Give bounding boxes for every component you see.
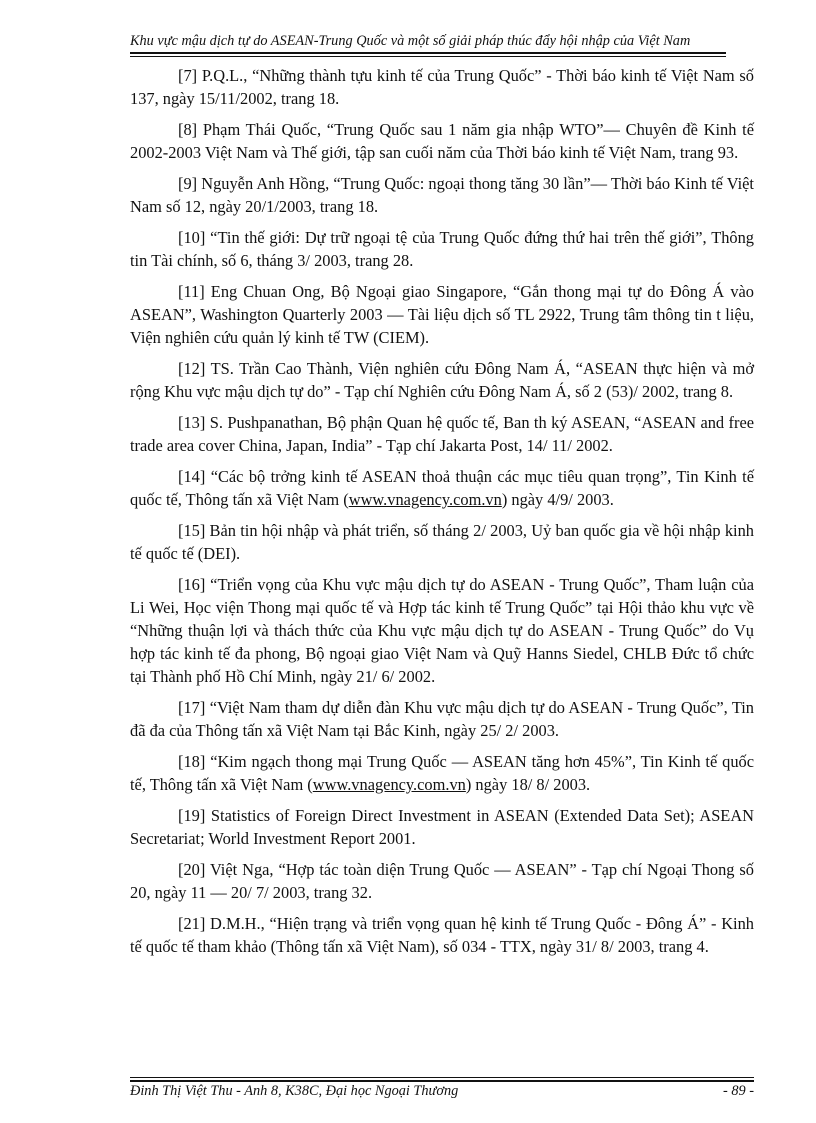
website-link[interactable]: www.vnagency.com.vn [312, 775, 466, 794]
reference-list [130, 64, 754, 966]
header-rule-thin [130, 56, 726, 57]
footer-author: Đinh Thị Việt Thu - Anh 8, K38C, Đại học Ngoại Thương [130, 1083, 459, 1099]
reference-item: [16] “Triển vọng của Khu vực mậu dịch tự do ASEAN - Trung Quốc”, Tham luận của Li Wei, Học viện Thong mại quốc tế và Hợp tác kinh tế Trung Quốc” tại Hội thảo khu vực về “Những thuận lợi và thách thức của Khu vực mậu dịch tự do ASEAN - Trung Quốc” do Vụ hợp tác kinh tế đa phong, Bộ ngoại giao Việt Nam và Quỹ Hanns Siedel, CHLB Đức tổ chức tại Thành phố Hồ Chí Minh, ngày 21/ 6/ 2002. [130, 575, 754, 686]
reference-item: [7] P.Q.L., “Những thành tựu kinh tế của Trung Quốc” - Thời báo kinh tế Việt Nam số 137, ngày 15/11/2002, trang 18. [130, 66, 754, 108]
reference-item: [17] “Việt Nam tham dự diễn đàn Khu vực mậu dịch tự do ASEAN - Trung Quốc”, Tin đã đa của Thông tấn xã Việt Nam tại Bắc Kinh, ngày 25/ 2/ 2003. [130, 698, 754, 740]
reference-text: ) ngày 4/9/ 2003. [501, 490, 614, 509]
page-header: Khu vực mậu dịch tự do ASEAN-Trung Quốc và một số giải pháp thúc đẩy hội nhập của Việt Nam [130, 33, 691, 49]
reference-item: [12] TS. Trần Cao Thành, Viện nghiên cứu Đông Nam Á, “ASEAN thực hiện và mở rộng Khu vực mậu dịch tự do” - Tạp chí Nghiên cứu Đông Nam Á, số 2 (53)/ 2002, trang 8. [130, 359, 754, 401]
reference-item: [10] “Tin thế giới: Dự trữ ngoại tệ của Trung Quốc đứng thứ hai trên thế giới”, Thông tin Tài chính, số 6, tháng 3/ 2003, trang 28. [130, 228, 754, 270]
footer-rule-thin [130, 1077, 754, 1078]
page-number: - 89 - [723, 1083, 754, 1099]
website-link[interactable]: www.vnagency.com.vn [348, 490, 502, 509]
reference-item: [13] S. Pushpanathan, Bộ phận Quan hệ quốc tế, Ban th ký ASEAN, “ASEAN and free trade area cover China, Japan, India” - Tạp chí Jakarta Post, 14/ 11/ 2002. [130, 413, 754, 455]
reference-text: [14] “Các bộ trởng kinh tế ASEAN thoả thuận các mục tiêu quan trọng”, Tin Kinh tế quốc tế, Thông tấn xã Việt Nam ( [130, 467, 754, 509]
reference-item: [19] Statistics of Foreign Direct Investment in ASEAN (Extended Data Set); ASEAN Secretariat; World Investment Report 2001. [130, 806, 754, 848]
reference-item: [21] D.M.H., “Hiện trạng và triển vọng quan hệ kinh tế Trung Quốc - Đông Á” - Kinh tế quốc tế tham khảo (Thông tấn xã Việt Nam), số 034 - TTX, ngày 31/ 8/ 2003, trang 4. [130, 914, 754, 956]
reference-item: [8] Phạm Thái Quốc, “Trung Quốc sau 1 năm gia nhập WTO”— Chuyên đề Kinh tế 2002-2003 Việt Nam và Thế giới, tập san cuối năm của Thời báo kinh tế Việt Nam, trang 93. [130, 120, 754, 162]
reference-item [130, 465, 754, 511]
reference-text: [18] “Kim ngạch thong mại Trung Quốc — ASEAN tăng hơn 45%”, Tin Kinh tế quốc tế, Thông tấn xã Việt Nam ( [130, 752, 754, 794]
footer-rule [130, 1080, 754, 1082]
reference-text: ) ngày 18/ 8/ 2003. [465, 775, 591, 794]
reference-item: [11] Eng Chuan Ong, Bộ Ngoại giao Singapore, “Gắn thong mại tự do Đông Á vào ASEAN”, Washington Quarterly 2003 — Tài liệu dịch số TL 2922, Trung tâm thông tin t liệu, Viện nghiên cứu quản lý kinh tế TW (CIEM). [130, 282, 754, 347]
reference-item: [20] Việt Nga, “Hợp tác toàn diện Trung Quốc — ASEAN” - Tạp chí Ngoại Thong số 20, ngày 11 — 20/ 7/ 2003, trang 32. [130, 860, 754, 902]
reference-item [130, 750, 754, 796]
reference-item: [15] Bản tin hội nhập và phát triển, số tháng 2/ 2003, Uỷ ban quốc gia về hội nhập kinh tế quốc tế (DEI). [130, 521, 754, 563]
reference-item: [9] Nguyễn Anh Hồng, “Trung Quốc: ngoại thong tăng 30 lần”— Thời báo Kinh tế Việt Nam số 12, ngày 20/1/2003, trang 18. [130, 174, 754, 216]
header-rule [130, 52, 726, 54]
